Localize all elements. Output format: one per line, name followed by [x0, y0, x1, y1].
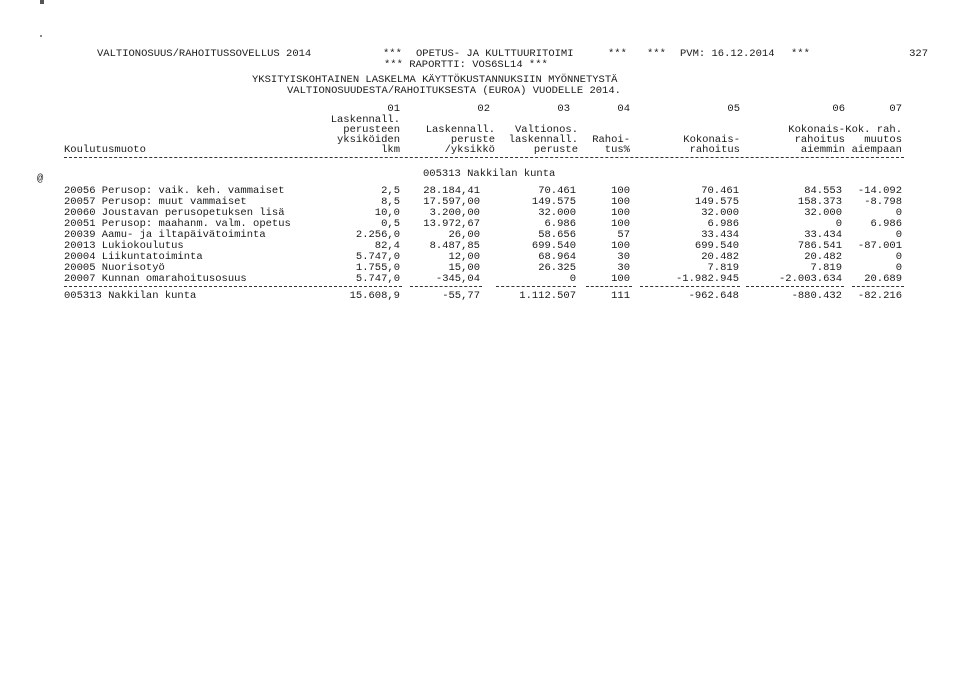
cell-c3: 0 — [569, 273, 576, 285]
column-heading: aiemmin — [800, 144, 845, 156]
cell-c7: 6.986 — [870, 218, 902, 230]
row-label: 20013 Lukiokoulutus — [64, 240, 184, 252]
total-divider — [410, 286, 482, 287]
report-subtitle: YKSITYISKOHTAINEN LASKELMA KÄYTTÖKUSTANNUKSIIN MYÖNNETYSTÄ — [252, 74, 618, 86]
cell-c2: 8.487,85 — [429, 240, 480, 252]
column-heading-first: Koulutusmuoto — [64, 144, 146, 156]
column-heading: Kokonais- — [683, 134, 740, 146]
row-label: 20056 Perusop: vaik. keh. vammaiset — [64, 185, 285, 197]
total-divider — [852, 286, 904, 287]
row-label: 20051 Perusop: maahanm. valm. opetus — [64, 218, 291, 230]
cell-c5: 149.575 — [694, 196, 739, 208]
print-date: PVM: 16.12.2014 — [680, 48, 775, 60]
cell-c2: 26,00 — [448, 229, 480, 241]
cell-c1: 5.747,0 — [355, 273, 400, 285]
column-heading: aiempaan — [851, 144, 902, 156]
cell-c3: 68.964 — [538, 251, 576, 263]
cell-c2: 15,00 — [448, 262, 480, 274]
total-c5: -962.648 — [688, 290, 739, 302]
cell-c5: 7.819 — [707, 262, 739, 274]
cell-c5: -1.982.945 — [675, 273, 739, 285]
header-stars: *** — [608, 48, 627, 60]
total-divider — [746, 286, 844, 287]
cell-c4: 100 — [611, 196, 630, 208]
cell-c7: 0 — [895, 207, 902, 219]
cell-c4: 100 — [611, 207, 630, 219]
header-divider — [64, 157, 904, 158]
cell-c2: 17.597,00 — [423, 196, 480, 208]
column-heading: perusteen — [343, 124, 400, 136]
column-number: 03 — [557, 103, 570, 115]
column-heading: peruste — [533, 144, 578, 156]
cell-c6: 33.434 — [804, 229, 842, 241]
cell-c6: 786.541 — [797, 240, 842, 252]
column-heading: yksiköiden — [336, 134, 400, 146]
cell-c4: 57 — [617, 229, 630, 241]
cell-c1: 0,5 — [381, 218, 400, 230]
cell-c7: 20.689 — [864, 273, 902, 285]
cell-c1: 82,4 — [374, 240, 400, 252]
cell-c6: 32.000 — [804, 207, 842, 219]
total-divider — [640, 286, 740, 287]
cell-c7: 0 — [895, 251, 902, 263]
column-heading: rahoitus — [689, 144, 740, 156]
cell-c6: 20.482 — [804, 251, 842, 263]
cell-c6: 84.553 — [804, 185, 842, 197]
column-number: 06 — [832, 103, 845, 115]
column-number: 01 — [387, 103, 400, 115]
cell-c5: 33.434 — [701, 229, 739, 241]
cell-c4: 100 — [611, 185, 630, 197]
cell-c4: 100 — [611, 218, 630, 230]
cell-c5: 20.482 — [701, 251, 739, 263]
total-c2: -55,77 — [442, 290, 480, 302]
report-id: *** RAPORTTI: VOS6SL14 *** — [384, 59, 548, 71]
cell-c4: 100 — [611, 273, 630, 285]
cell-c3: 26.325 — [538, 262, 576, 274]
cell-c5: 70.461 — [701, 185, 739, 197]
cell-c2: -345,04 — [435, 273, 480, 285]
row-label: 20039 Aamu- ja iltapäivätoiminta — [64, 229, 266, 241]
column-heading: Valtionos. — [514, 124, 578, 136]
cell-c3: 32.000 — [538, 207, 576, 219]
cell-c2: 12,00 — [448, 251, 480, 263]
header-stars: *** — [791, 48, 810, 60]
column-heading: laskennall. — [508, 134, 578, 146]
cell-c7: -87.001 — [857, 240, 902, 252]
column-heading: /yksikkö — [444, 144, 495, 156]
row-label: 20005 Nuorisotyö — [64, 262, 165, 274]
total-c4: 111 — [611, 290, 630, 302]
program-title: OPETUS- JA KULTTUURITOIMI — [416, 48, 574, 60]
total-label: 005313 Nakkilan kunta — [64, 290, 197, 302]
cell-c2: 13.972,67 — [423, 218, 480, 230]
column-number: 04 — [617, 103, 630, 115]
cell-c4: 30 — [617, 251, 630, 263]
page-number: 327 — [909, 48, 928, 60]
app-title: VALTIONOSUUS/RAHOITUSSOVELLUS 2014 — [97, 48, 312, 60]
total-c6: -880.432 — [791, 290, 842, 302]
row-label: 20057 Perusop: muut vammaiset — [64, 196, 247, 208]
cell-c5: 32.000 — [701, 207, 739, 219]
cell-c1: 2,5 — [381, 185, 400, 197]
cell-c6: 158.373 — [797, 196, 842, 208]
cell-c1: 10,0 — [374, 207, 400, 219]
total-divider — [496, 286, 576, 287]
cell-c1: 5.747,0 — [355, 251, 400, 263]
at-marker: @ — [37, 173, 44, 185]
row-label: 20004 Liikuntatoiminta — [64, 251, 203, 263]
cell-c3: 70.461 — [538, 185, 576, 197]
cell-c4: 30 — [617, 262, 630, 274]
column-number: 02 — [477, 103, 490, 115]
column-heading: Rahoi- — [592, 134, 630, 146]
cell-c7: -8.798 — [864, 196, 902, 208]
column-heading: Laskennall. — [330, 114, 400, 126]
cell-c5: 6.986 — [707, 218, 739, 230]
header-stars: *** — [647, 48, 666, 60]
cell-c5: 699.540 — [694, 240, 739, 252]
column-heading: Laskennall. — [425, 124, 495, 136]
cell-c3: 6.986 — [544, 218, 576, 230]
total-divider — [586, 286, 632, 287]
cell-c3: 699.540 — [531, 240, 576, 252]
cell-c1: 2.256,0 — [355, 229, 400, 241]
cell-c6: -2.003.634 — [778, 273, 842, 285]
cell-c6: 0 — [835, 218, 842, 230]
cell-c3: 58.656 — [538, 229, 576, 241]
total-c3: 1.112.507 — [519, 290, 576, 302]
cell-c7: -14.092 — [857, 185, 902, 197]
cell-c3: 149.575 — [531, 196, 576, 208]
column-heading: tus% — [604, 144, 630, 156]
scan-speck — [40, 35, 42, 37]
cell-c1: 1.755,0 — [355, 262, 400, 274]
cell-c4: 100 — [611, 240, 630, 252]
cell-c2: 28.184,41 — [423, 185, 480, 197]
column-heading: peruste — [450, 134, 495, 146]
cell-c7: 0 — [895, 229, 902, 241]
cell-c1: 8,5 — [381, 196, 400, 208]
column-number: 07 — [889, 103, 902, 115]
column-heading: muutos — [864, 134, 902, 146]
cell-c7: 0 — [895, 262, 902, 274]
section-title: 005313 Nakkilan kunta — [423, 168, 556, 180]
column-number: 05 — [727, 103, 740, 115]
cell-c6: 7.819 — [810, 262, 842, 274]
row-label: 20060 Joustavan perusopetuksen lisä — [64, 207, 285, 219]
total-c1: 15.608,9 — [349, 290, 400, 302]
column-heading: Kokonais- — [788, 124, 845, 136]
header-stars: *** — [383, 48, 402, 60]
column-heading: Kok. rah. — [845, 124, 902, 136]
total-c7: -82.216 — [857, 290, 902, 302]
row-label: 20007 Kunnan omarahoitusosuus — [64, 273, 247, 285]
report-subtitle: VALTIONOSUUDESTA/RAHOITUKSESTA (EUROA) VUODELLE 2014. — [287, 85, 621, 97]
cell-c2: 3.200,00 — [429, 207, 480, 219]
scan-mark — [40, 0, 44, 4]
column-heading: lkm — [381, 144, 400, 156]
column-heading: rahoitus — [794, 134, 845, 146]
total-divider — [64, 286, 402, 287]
